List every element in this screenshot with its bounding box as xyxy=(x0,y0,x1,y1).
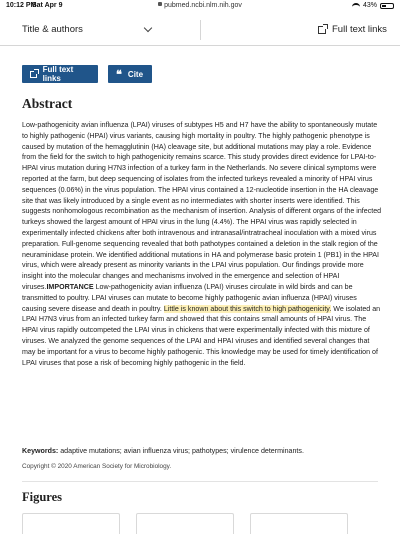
abstract-heading: Abstract xyxy=(22,96,73,111)
cite-button[interactable] xyxy=(108,65,152,83)
external-link-icon xyxy=(318,26,326,34)
full-text-links-label: Full text links xyxy=(42,65,74,83)
status-date: Sat Apr 9 xyxy=(32,2,63,9)
status-bar xyxy=(0,0,400,12)
top-nav xyxy=(0,14,400,46)
title-authors-label: Title & authors xyxy=(22,24,83,35)
quote-icon: ❝ xyxy=(116,67,122,81)
external-link-icon xyxy=(30,71,37,78)
importance-label: IMPORTANCE xyxy=(46,282,94,291)
lock-icon xyxy=(158,2,162,6)
abstract-part-3: We isolated an LPAI H7N3 virus from an infected turkey farm and showed that this contains small amounts of HPAI virus. The HPAI virus rapidly outcompeted the LPAI virus in chickens that were experimentally infected with this mixture of viruses. We analyzed the genome sequences of the LPAI and HPAI viruses and identified several changes that may be important for a virus to become highly pathogenic. This knowledge may be used for timely identification of LPAI viruses that pose a risk of becoming highly pathogenic in the field. xyxy=(22,304,381,367)
nav-full-text-link[interactable] xyxy=(318,24,387,35)
title-authors-dropdown[interactable] xyxy=(22,24,151,35)
wifi-icon xyxy=(352,3,360,9)
nav-divider xyxy=(200,20,201,40)
keywords xyxy=(22,446,382,457)
status-indicators xyxy=(352,2,394,9)
abstract-part-2: Low-pathogenicity avian influenza (LPAI) viruses circulate in wild birds and can be transmitted to poultry. LPAI viruses can mutate to become highly pathogenic avian influenza (HPAI) viruses causing severe disease and death in poultry. xyxy=(22,282,357,313)
figure-thumbnail[interactable] xyxy=(22,513,120,534)
battery-percent: 43% xyxy=(362,2,377,9)
address-bar[interactable] xyxy=(0,2,400,9)
status-time: 10:12 PM xyxy=(6,2,37,9)
keywords-label: Keywords: xyxy=(22,447,59,455)
abstract-part-1: Low-pathogenicity avian influenza (LPAI) viruses of subtypes H5 and H7 have the ability to spontaneously mutate to highly pathogenic (HPAI) virus variants, causing high mortality in poultry. The highly pathogenic phenotype is caused by mutation of the hemagglutinin (HA) cleavage site, but additional mutations may play a role. Evidence from the field for the switch to high pathogenicity remains scarce. This study provides direct evidence for LPAI-to-HPAI virus mutation during H7N3 infection of a turkey farm in the Netherlands. No severe clinical symptoms were reported at the farm, but deep sequencing of isolates from the infected turkeys revealed a minority of HPAI virus sequences (0.06%) in the virus population. The HPAI virus contained a 12-nucleotide insertion in the HA cleavage site that was likely introduced by a single event as no intermediates with shorter inserts were identified. This suggests nonhomologous recombination as the mechanism of insertion. Analysis of different organs of the infected turkeys showed the largest amount of HPAI virus in the lung (4.4%). The HPAI virus was rapidly selected in experimentally infected chickens after both intravenous and intranasal/intratracheal inoculation with a mixed virus preparation. Full-genome sequencing revealed that both pathotypes contained a deletion in the stalk region of the neuraminidase protein. We identified additional mutations in HA and polymerase basic protein 1 (PB1) in the HPAI virus, which were already present as minority variants in the LPAI virus population. Our findings provide more insight into the molecular changes and mechanisms involved in the emergence and selection of HPAI viruses. xyxy=(22,121,382,291)
figure-thumbnail[interactable] xyxy=(250,513,348,534)
battery-fill xyxy=(382,5,386,7)
copyright: Copyright © 2020 American Society for Microbiology. xyxy=(22,463,172,470)
section-divider xyxy=(22,481,378,482)
battery-icon xyxy=(380,3,394,9)
highlighted-sentence: Little is known about this switch to high pathogenicity. xyxy=(163,304,332,313)
keywords-text: adaptive mutations; avian influenza virus; pathotypes; virulence determinants. xyxy=(58,447,304,455)
cite-label: Cite xyxy=(127,69,144,79)
chevron-down-icon xyxy=(144,23,152,31)
address-url: pubmed.ncbi.nlm.nih.gov xyxy=(164,2,242,9)
full-text-links-button[interactable] xyxy=(22,65,98,83)
figure-thumbnail[interactable] xyxy=(136,513,234,534)
abstract-text xyxy=(22,120,382,368)
figures-heading: Figures xyxy=(22,490,63,504)
nav-full-text-label: Full text links xyxy=(332,24,387,35)
